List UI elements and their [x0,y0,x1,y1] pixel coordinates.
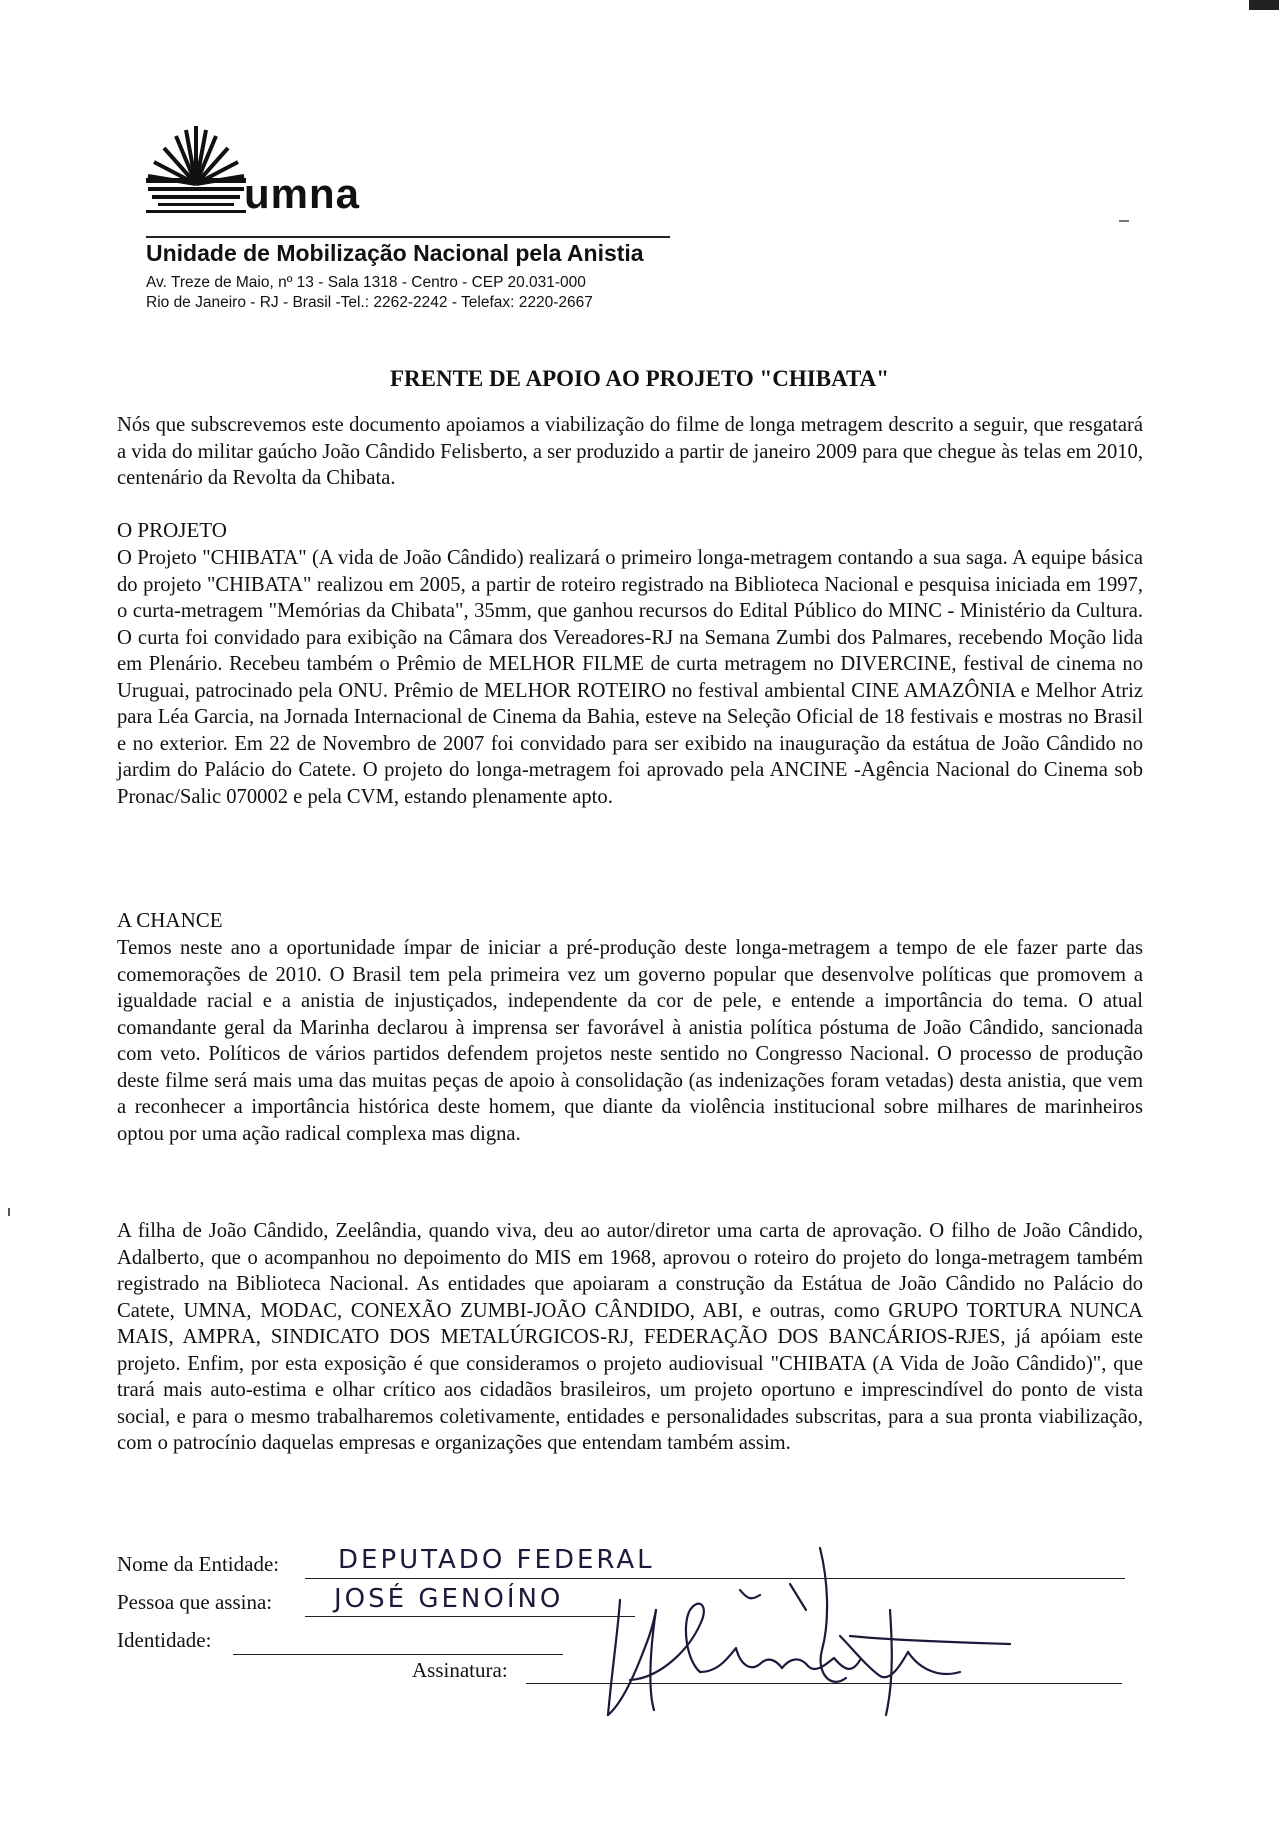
signer-label: Pessoa que assina: [117,1590,273,1614]
scan-dash-mark [1119,220,1129,222]
handwritten-signature [590,1540,1050,1740]
scan-margin-mark [8,1208,10,1216]
id-field-line[interactable] [233,1654,563,1655]
section-heading-projeto: O PROJETO [117,518,227,542]
letterhead [146,118,670,311]
signature-label: Assinatura: [412,1658,508,1682]
address-line-1: Av. Treze de Maio, nº 13 - Sala 1318 - Centro - CEP 20.031-000 [146,274,586,291]
closing-paragraph: A filha de João Cândido, Zeelândia, quando viva, deu ao autor/diretor uma carta de aprovação. O filho de João Cândido, Adalberto, que o acompanhou no depoimento do MIS em 1968, aprovou o roteiro do projeto do longa-metragem também registrado na Biblioteca Nacional. As entidades que apoiaram a construção da Estátua de João Cândido no Palácio do Catete, UMNA, MODAC, CONEXÃO ZUMBI-JOÃO CÂNDIDO, ABI, e outras, como GRUPO TORTURA NUNCA MAIS, AMPRA, SINDICATO DOS METALÚRGICOS-RJ, FEDERAÇÃO DOS BANCÁRIOS-RJES, já apóiam este projeto. Enfim, por esta exposição é que consideramos o projeto audiovisual "CHIBATA (A Vida de João Cândido)", que trará mais auto-estima e olhar crítico aos cidadãos brasileiros, um projeto oportuno e imprescindível do ponto de vista social, e para o mesmo trabalharemos coletivamente, entidades e personalidades subscritas, para a sua pronta viabilização, com o patrocínio daquelas empresas e organizações que entendam também assim. [117,1220,1143,1454]
intro-paragraph: Nós que subscrevemos este documento apoiamos a viabilização do filme de longa metragem descrito a seguir, que resgatará a vida do militar gaúcho João Cândido Felisberto, a ser produzido a partir de janeiro 2009 para que chegue às telas em 2010, centenário da Revolta da Chibata. [117,414,1143,489]
entity-label: Nome da Entidade: [117,1552,280,1576]
organization-name: Unidade de Mobilização Nacional pela Anistia [146,240,644,266]
umna-logo [146,118,670,218]
scan-corner-mark [1249,0,1279,10]
signer-field[interactable]: JOSÉ GENOÍNO [334,1584,564,1614]
logo-wordmark: umna [244,170,361,217]
id-label: Identidade: [117,1628,212,1652]
entity-field[interactable]: DEPUTADO FEDERAL [338,1545,655,1575]
address-line-2: Rio de Janeiro - RJ - Brasil -Tel.: 2262-2242 - Telefax: 2220-2667 [146,294,593,311]
chance-paragraph: Temos neste ano a oportunidade ímpar de iniciar a pré-produção deste longa-metragem a tempo de ele fazer parte das comemorações de 2010. O Brasil tem pela primeira vez um governo popular que desenvolve políticas que promovem a igualdade racial e a anistia de injustiçados, independente da cor de pele, e entende a importância do tema. O atual comandante geral da Marinha declarou à imprensa ser favorável à anistia política póstuma de João Cândido, sancionada com veto. Políticos de vários partidos defendem projetos neste sentido no Congresso Nacional. O processo de produção deste filme será mais uma das muitas peças de apoio à consolidação (as indenizações foram vetadas) desta anistia, que vem a reconhecer a importância histórica deste homem, que diante da violência institucional sobre milhares de marinheiros optou por uma ação radical complexa mas digna. [117,937,1143,1145]
document-title: FRENTE DE APOIO AO PROJETO "CHIBATA" [389,366,890,391]
section-heading-chance: A CHANCE [117,908,223,932]
signer-field-line [305,1616,635,1617]
sunrise-logo-icon [146,118,246,228]
projeto-paragraph: O Projeto "CHIBATA" (A vida de João Cândido) realizará o primeiro longa-metragem contando a sua saga. A equipe básica do projeto "CHIBATA" realizou em 2005, a partir de roteiro registrado na Biblioteca Nacional e pesquisa iniciada em 1997, o curta-metragem "Memórias da Chibata", 35mm, que ganhou recursos do Edital Público do MINC - Ministério da Cultura. O curta foi convidado para exibição na Câmara dos Vereadores-RJ na Semana Zumbi dos Palmares, recebendo Moção lida em Plenário. Recebeu também o Prêmio de MELHOR FILME de curta metragem no DIVERCINE, festival de cinema no Uruguai, patrocinado pela ONU. Prêmio de MELHOR ROTEIRO no festival ambiental CINE AMAZÔNIA e Melhor Atriz para Léa Garcia, na Jornada Internacional de Cinema da Bahia, esteve na Seleção Oficial de 18 festivais e mostras no Brasil e no exterior. Em 22 de Novembro de 2007 foi convidado para ser exibido na inauguração da estátua de João Cândido no jardim do Palácio do Catete. O projeto do longa-metragem foi aprovado pela ANCINE -Agência Nacional do Cinema sob Pronac/Salic 070002 e pela CVM, estando plenamente apto. [117,547,1143,808]
letterhead-rule [146,236,670,238]
